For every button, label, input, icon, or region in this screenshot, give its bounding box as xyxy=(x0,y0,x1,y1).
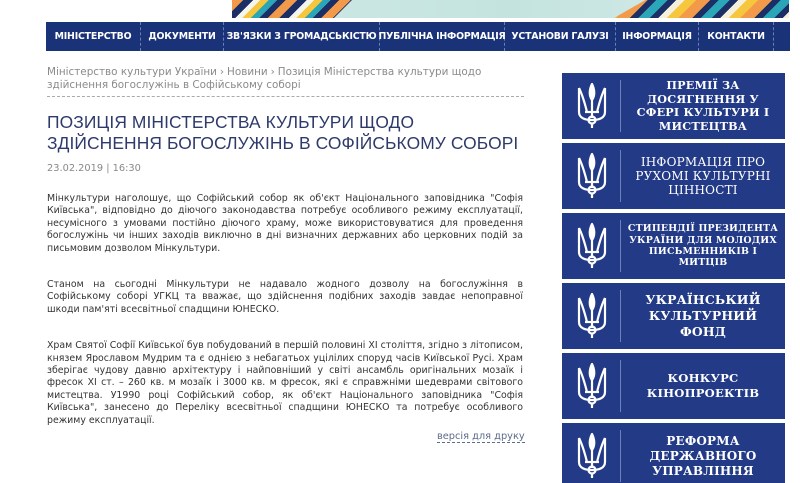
article-paragraph: Станом на сьогодні Мінкультури не надавало жодного дозволу на богослужіння в Софійському соборі УГКЦ та вважає, що здійснення подібних заходів завдає непоправної шкоди пам'яті всесвітньої спадщини ЮНЕСКО. xyxy=(47,279,523,315)
nav-item-documents[interactable]: ДОКУМЕНТИ xyxy=(141,22,224,51)
page-title: ПОЗИЦІЯ МІНІСТЕРСТВА КУЛЬТУРИ ЩОДО ЗДІЙСНЕННЯ БОГОСЛУЖІНЬ В СОФІЙСЬКОМУ СОБОРІ xyxy=(47,112,519,153)
nav-item-contacts[interactable]: КОНТАКТИ xyxy=(699,22,774,51)
nav-item-public-relations[interactable]: ЗВ'ЯЗКИ З ГРОМАДСЬКІСТЮ xyxy=(224,22,380,51)
breadcrumb-current: Позиція Міністерства культури щодо здійснення богослужінь в Софійському соборі xyxy=(47,66,482,91)
banner-public-administration-reform[interactable] xyxy=(562,423,785,483)
nav-item-ministry[interactable]: МІНІСТЕРСТВО xyxy=(46,22,141,51)
post-date: 23.02.2019 | 16:30 xyxy=(47,163,141,174)
breadcrumb-news-link[interactable]: Новини xyxy=(227,66,268,78)
trident-icon xyxy=(575,292,609,340)
banner-president-scholarships[interactable] xyxy=(562,213,785,279)
nav-item-information[interactable]: ІНФОРМАЦІЯ xyxy=(616,22,699,51)
trident-icon xyxy=(575,432,609,480)
article-body xyxy=(47,193,523,451)
banner-text: ІНФОРМАЦІЯ ПРО РУХОМІ КУЛЬТУРНІ ЦІННОСТІ xyxy=(635,155,771,197)
banner-text: УКРАЇНСЬКИЙ КУЛЬТУРНИЙ ФОНД xyxy=(645,292,761,339)
nav-item-public-information[interactable]: ПУБЛІЧНА ІНФОРМАЦІЯ xyxy=(380,22,505,51)
article-paragraph: Храм Святої Софії Київської був побудований в першій половині XI століття, згідно з літописом, князем Ярославом Мудрим та є однією з небагатьох уцілілих споруд часів Київської Русі. Храм зберігає чудову давню архітектуру і найповніший у світі ансамбль оригінальних мозаїк і фресок XI ст. – 260 кв. м мозаїк і 3000 кв. м фресок, які є справжніми шедеврами світового мистецтва. У1990 році Софійський собор, як об'єкт Національного заповідника "Софія Київська", занесено до Переліку всесвітньої спадщини ЮНЕСКО та потребує особливого режиму експлуатації. xyxy=(47,340,523,426)
stripes-left-decoration xyxy=(232,0,352,18)
trident-icon xyxy=(575,362,609,410)
banner-film-competition[interactable] xyxy=(562,353,785,419)
breadcrumb-divider xyxy=(47,96,524,97)
banner-text: РЕФОРМА ДЕРЖАВНОГО УПРАВЛІННЯ xyxy=(649,433,757,478)
trident-icon xyxy=(575,152,609,200)
article-paragraph: Мінкультури наголошує, що Софійський собор як об'єкт Національного заповідника "Софія Київська", відповідно до діючого законодавства потребує особливого режиму експлуатації, несумісного з умовами постійно діючого храму, може використовуватися для проведення богослужінь чи інших заходів виключно в дні визначних державних або церковних подій за письмовим дозволом Мінкультури. xyxy=(47,193,523,254)
banner-culture-awards[interactable] xyxy=(562,73,785,139)
breadcrumb-ministry-link[interactable]: Міністерство культури України xyxy=(47,66,217,78)
breadcrumb-separator: › xyxy=(219,66,225,78)
stripes-right-decoration xyxy=(614,0,789,18)
sidebar-banners xyxy=(562,73,785,483)
banner-text: СТИПЕНДІЇ ПРЕЗИДЕНТА УКРАЇНИ ДЛЯ МОЛОДИХ ПИСЬМЕННИКІВ І МИТЦІВ xyxy=(627,223,779,269)
nav-item-institutions[interactable]: УСТАНОВИ ГАЛУЗІ xyxy=(505,22,616,51)
banner-cultural-values[interactable] xyxy=(562,143,785,209)
breadcrumb xyxy=(47,66,507,91)
trident-icon xyxy=(575,222,609,270)
banner-text: ПРЕМІЇ ЗА ДОСЯГНЕННЯ У СФЕРІ КУЛЬТУРИ І МИСТЕЦТВА xyxy=(636,78,770,133)
print-version-link[interactable]: версія для друку xyxy=(437,431,525,442)
breadcrumb-separator: › xyxy=(270,66,275,78)
banner-text: КОНКУРС КІНОПРОЕКТІВ xyxy=(646,371,760,400)
main-navigation xyxy=(46,22,790,51)
banner-ukrainian-cultural-fund[interactable] xyxy=(562,283,785,349)
trident-icon xyxy=(575,82,609,130)
header-decorative-banner xyxy=(232,0,789,18)
